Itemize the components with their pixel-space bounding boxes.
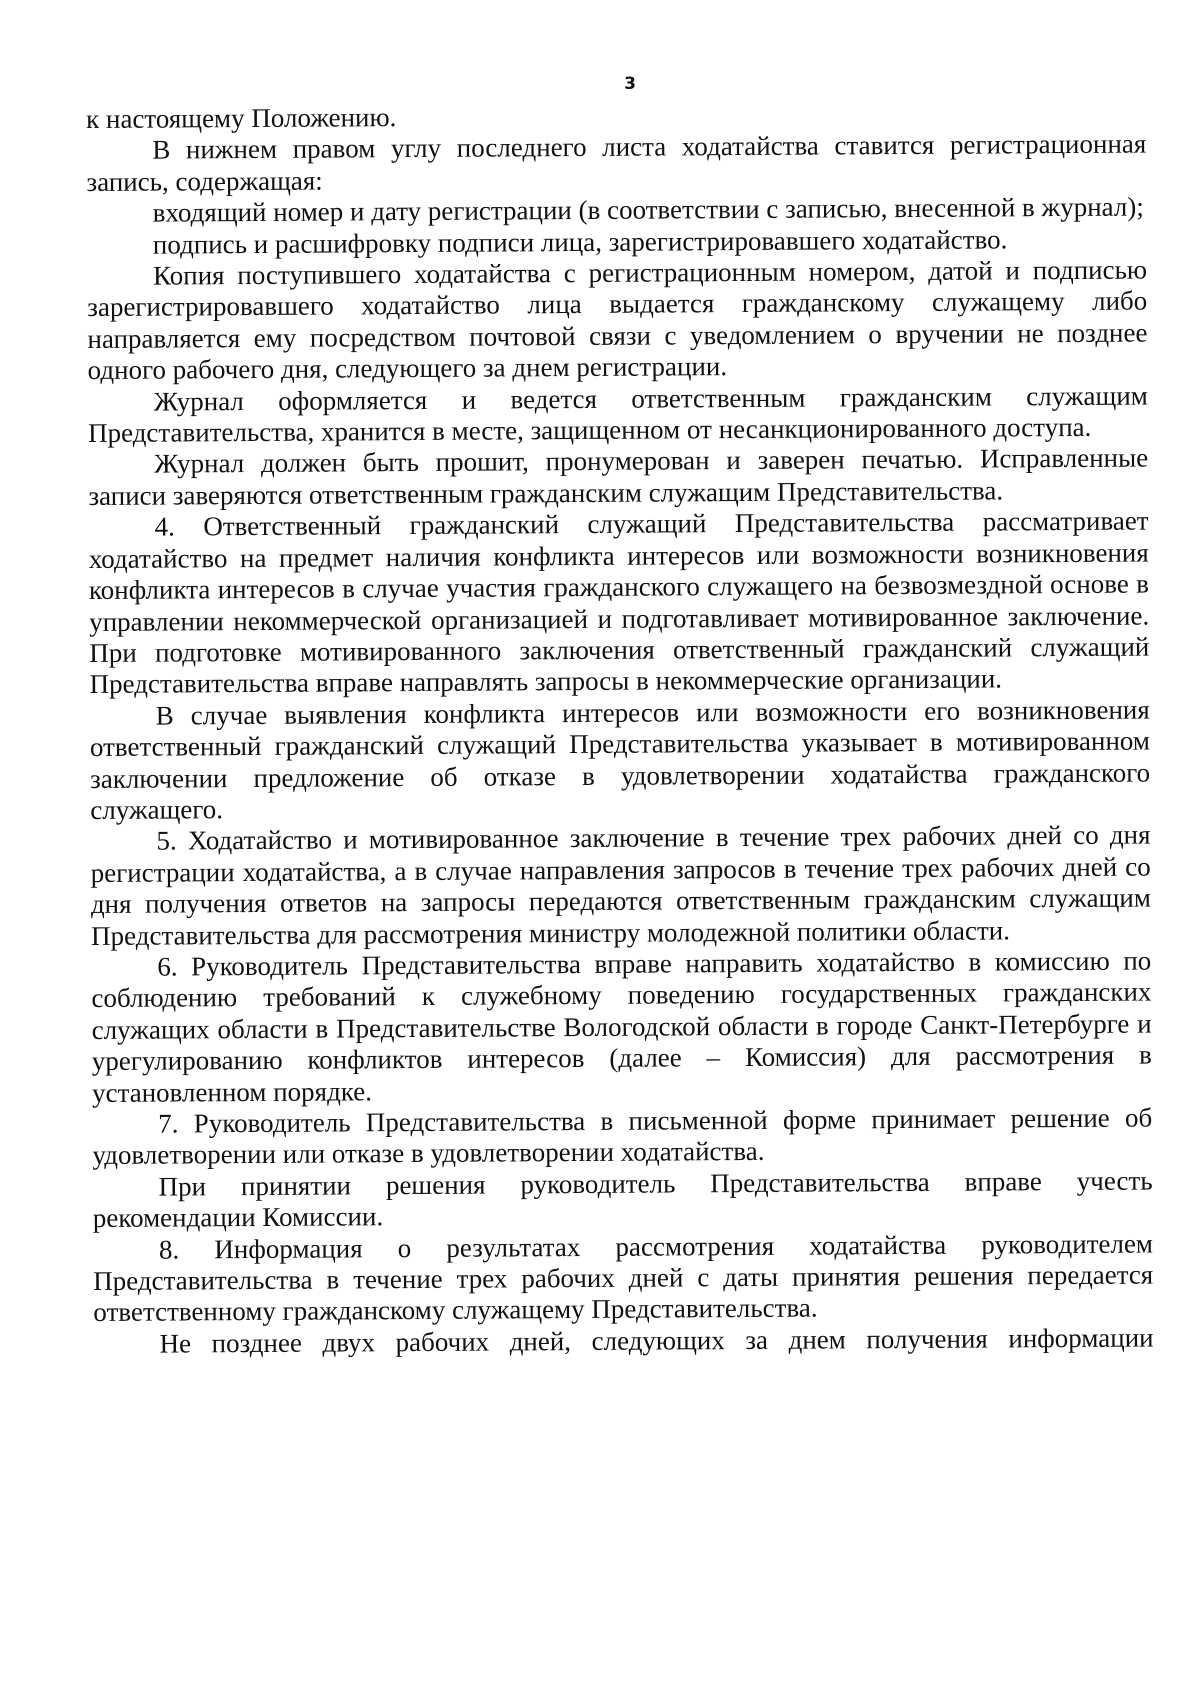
paragraph: Журнал оформляется и ведется ответственным гражданским служащим Представительства, хранится в месте, защищенном от несанкционированного доступа. (87, 380, 1148, 449)
paragraph: 8. Информация о результатах рассмотрения ходатайства руководителем Представительства в течение трех рабочих дней с даты принятия решения передается ответственному гражданскому служащему Представительства. (93, 1228, 1154, 1328)
paragraph: В случае выявления конфликта интересов или возможности его возникновения ответственный гражданский служащий Представительства указывает в мотивированном заключении предложение об отказе в удовлетворении ходатайства гражданского служащего. (89, 694, 1151, 825)
paragraph: 5. Ходатайство и мотивированное заключение в течение трех рабочих дней со дня регистрации ходатайства, а в случае направления запросов в течение трех рабочих дней со дня получения ответов на запросы передаются ответственным гражданским служащим Представительства для рассмотрения министру молодежной политики области. (90, 819, 1151, 951)
paragraph: Копия поступившего ходатайства с регистрационным номером, датой и подписью зарегистрировавшего ходатайство лица выдается гражданскому служащему либо направляется ему посредством почтовой связи с уведомлением о вручении не позднее одного рабочего дня, следующего за днем регистрации. (87, 254, 1148, 386)
paragraph: 6. Руководитель Представительства вправе направить ходатайство в комиссию по соблюдению требований к служебному поведению государственных гражданских служащих области в Представительстве Вологодской области в городе Санкт-Петербурге и урегулированию конфликтов интересов (далее – Комиссия) для рассмотрения в установленном порядке. (91, 945, 1152, 1108)
paragraph: входящий номер и дату регистрации (в соответствии с записью, внесенной в журнал); (152, 191, 1144, 228)
paragraph: Не позднее двух рабочих дней, следующих за днем получения информации (159, 1322, 1154, 1359)
paragraph: подпись и расшифровку подписи лица, зарегистрировавшего ходатайство. (152, 223, 1008, 260)
document-body (86, 98, 1154, 1361)
paragraph: к настоящему Положению. (86, 102, 397, 134)
paragraph: Журнал должен быть прошит, пронумерован и заверен печатью. Исправленные записи заверяются ответственным гражданским служащим Представительства. (88, 442, 1149, 511)
paragraph: При принятии решения руководитель Представительства вправе учесть рекомендации Комиссии. (92, 1165, 1153, 1234)
paragraph: В нижнем правом углу последнего листа ходатайства ставится регистрационная запись, содержащая: (86, 128, 1147, 197)
paragraph: 7. Руководитель Представительства в письменной форме принимает решение об удовлетворении или отказе в удовлетворении ходатайства. (92, 1102, 1153, 1171)
page-number: 3 (624, 74, 636, 94)
paragraph: 4. Ответственный гражданский служащий Представительства рассматривает ходатайство на предмет наличия конфликта интересов или возможности возникновения конфликта интересов в случае участия гражданского служащего на безвозмездной основе в управлении некоммерческой организацией и подготавливает мотивированное заключение. При подготовке мотивированного заключения ответственный гражданский служащий Представительства вправе направлять запросы в некоммерческие организации. (88, 505, 1150, 700)
